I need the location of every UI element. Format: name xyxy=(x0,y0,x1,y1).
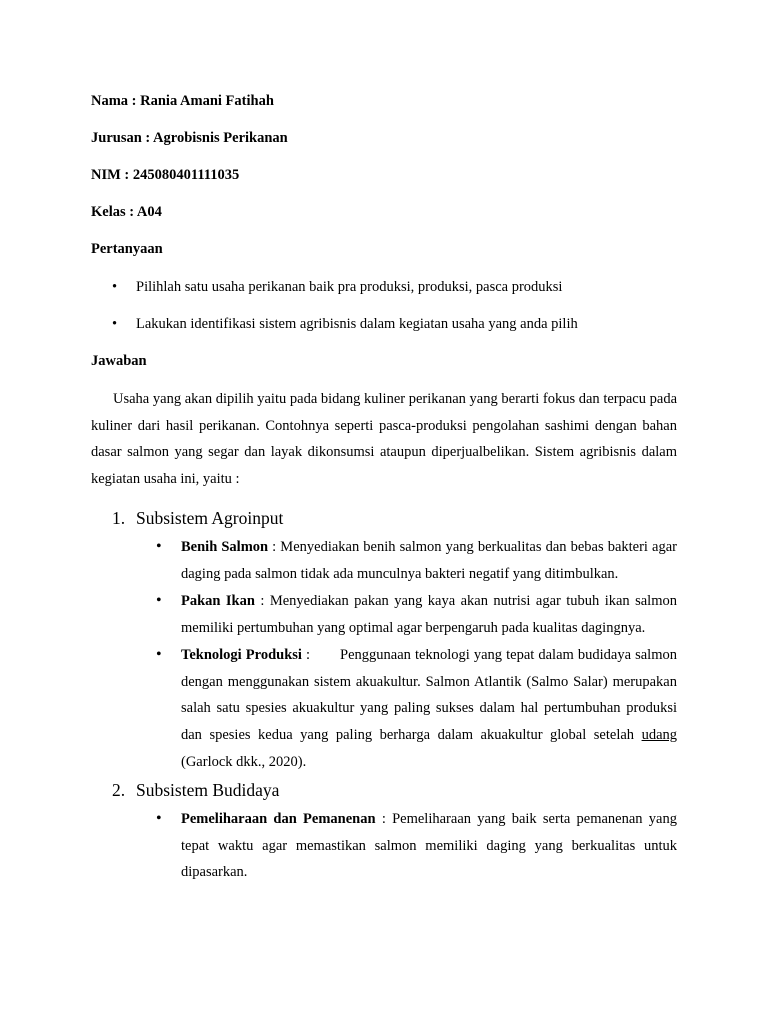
answer-heading: Jawaban xyxy=(91,353,147,369)
section-number: 1. xyxy=(112,508,126,528)
bullet-icon: • xyxy=(156,810,162,827)
item-term: Benih Salmon xyxy=(181,539,269,555)
bullet-icon: • xyxy=(156,592,162,609)
section-title: Subsistem Agroinput xyxy=(136,508,284,528)
item-text: : Pemeliharaan yang baik serta pemanenan yang tepat waktu agar memastikan salmon memiliki daging yang berkualitas untuk dipasarkan. xyxy=(181,811,677,881)
bullet-icon: • xyxy=(112,316,118,332)
question-item: Pilihlah satu usaha perikanan baik pra produksi, produksi, pasca produksi xyxy=(136,279,563,295)
item-term: Pakan Ikan xyxy=(181,593,255,609)
item-text: Penggunaan teknologi yang tepat dalam budidaya salmon dengan menggunakan sistem akuakultur. Salmon Atlantik (Salmo Salar) merupakan salah satu spesies akuakultur yang paling sukses dalam hal pertumbuhan produksi dan spesies kedua yang paling berharga dalam akuakultur global setelah xyxy=(181,647,677,744)
list-item xyxy=(181,534,677,587)
item-text: : Menyediakan pakan yang kaya akan nutrisi agar tubuh ikan salmon memiliki pertumbuhan yang optimal agar berpengaruh pada kualitas dagingnya. xyxy=(181,593,677,636)
item-text: : Menyediakan benih salmon yang berkualitas dan bebas bakteri agar daging pada salmon tidak ada munculnya bakteri negatif yang ditimbulkan. xyxy=(181,539,677,582)
bullet-icon: • xyxy=(156,646,162,663)
list-item xyxy=(181,806,677,886)
section-heading xyxy=(112,780,279,801)
underlined-term: udang xyxy=(641,727,677,744)
list-item xyxy=(181,588,677,641)
section-number: 2. xyxy=(112,780,126,800)
section-heading xyxy=(112,508,283,529)
item-text: (Garlock dkk., 2020). xyxy=(181,753,307,770)
item-text: : xyxy=(301,647,311,663)
student-name: Nama : Rania Amani Fatihah xyxy=(91,93,274,109)
answer-paragraph: Usaha yang akan dipilih yaitu pada bidang kuliner perikanan yang berarti fokus dan terpacu pada kuliner dari hasil perikanan. Contohnya seperti pasca-produksi pengolahan sashimi dengan bahan dasar salmon yang segar dan layak dikonsumsi ataupun diperjualbelikan. Sistem agribisnis dalam kegiatan usaha ini, yaitu : xyxy=(91,391,677,487)
item-term: Teknologi Produksi xyxy=(181,647,302,663)
bullet-icon: • xyxy=(112,279,118,295)
section-title: Subsistem Budidaya xyxy=(136,780,280,800)
student-major: Jurusan : Agrobisnis Perikanan xyxy=(91,130,288,146)
student-nim: NIM : 245080401111035 xyxy=(91,167,240,183)
item-term: Pemeliharaan dan Pemanenan xyxy=(181,811,376,827)
bullet-icon: • xyxy=(156,538,162,555)
list-item xyxy=(181,642,677,776)
question-item: Lakukan identifikasi sistem agribisnis dalam kegiatan usaha yang anda pilih xyxy=(136,316,578,332)
questions-heading: Pertanyaan xyxy=(91,241,163,257)
student-class: Kelas : A04 xyxy=(91,204,162,220)
